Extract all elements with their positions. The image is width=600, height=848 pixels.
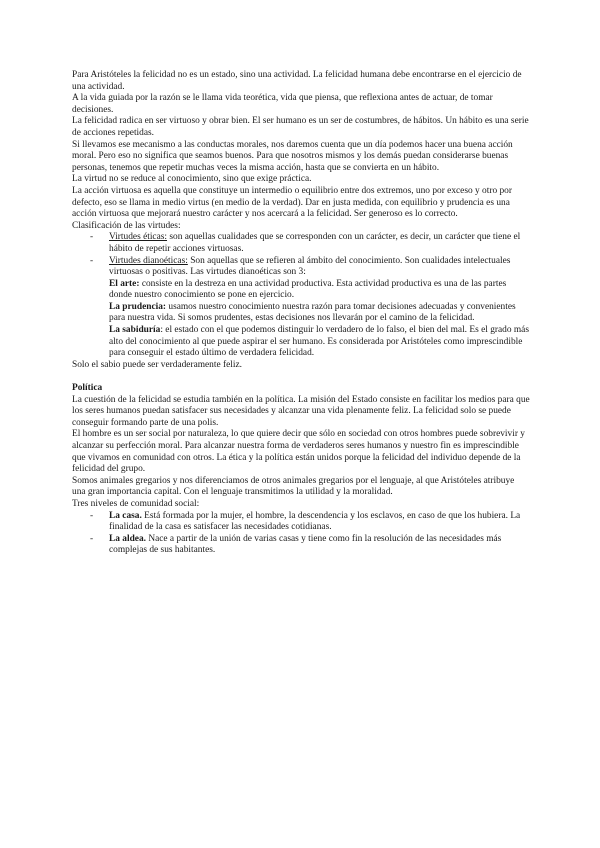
- paragraph-felicidad-actividad: Para Aristóteles la felicidad no es un estado, sino una actividad. La felicidad humana debe encontrarse en el ejercicio de una actividad.: [72, 70, 522, 92]
- term-aldea: La aldea.: [109, 533, 146, 544]
- paragraph-conductas-morales: Si llevamos ese mecanismo a las conductas morales, nos daremos cuenta que un día podemos hacer una buena acción moral. Pero eso no significa que seamos buenos. Para que nosotros mismos y los demás puedan considerarse buenas personas, tenemos que repetir muchas veces la misma acción, hasta que se convierta en un hábito.: [72, 139, 513, 173]
- classification-heading: Clasificación de las virtudes:: [72, 220, 181, 231]
- term-virtudes-dianoeticas: Virtudes dianoéticas:: [109, 255, 188, 266]
- term-virtudes-eticas: Virtudes éticas:: [109, 232, 168, 243]
- bullet-dash: -: [90, 533, 94, 544]
- list-item-casa: [72, 511, 530, 534]
- bullet-dash: -: [90, 232, 94, 243]
- virtues-list: [72, 232, 530, 278]
- bullet-dash: -: [90, 255, 94, 266]
- bullet-dash: -: [90, 510, 94, 521]
- section-title-politica-text: Política: [72, 383, 103, 394]
- list-item-virtudes-eticas: [72, 232, 530, 255]
- blank-line: [72, 371, 530, 383]
- paragraph-vida-teoretica: A la vida guiada por la razón se le llama vida teorética, vida que piensa, que reflexiona antes de actuar, de tomar decisiones.: [72, 93, 493, 115]
- paragraph-niveles-comunidad: Tres niveles de comunidad social:: [72, 498, 200, 509]
- paragraph-sabio-feliz: Solo el sabio puede ser verdaderamente feliz.: [72, 359, 242, 370]
- text-casa: Está formada por la mujer, el hombre, la descendencia y los esclavos, en caso de que los hubiera. La finalidad de la casa es satisfacer las necesidades cotidianas.: [109, 510, 521, 533]
- term-sabiduria: La sabiduría: [109, 325, 161, 336]
- paragraph-virtuoso: La felicidad radica en ser virtuoso y obrar bien. El ser humano es un ser de costumbres, de hábitos. Un hábito es una serie de acciones repetidas.: [72, 116, 529, 138]
- term-arte: El arte:: [109, 278, 140, 289]
- text-virtudes-dianoeticas: Son aquellas que se refieren al ámbito del conocimiento. Son cualidades intelectuales virtuosas o positivas. Las virtudes dianoéticas son 3:: [109, 255, 511, 278]
- section-title-politica: [72, 383, 530, 395]
- list-item-aldea: [72, 534, 530, 557]
- term-prudencia: La prudencia:: [109, 301, 167, 312]
- paragraph-ser-social: El hombre es un ser social por naturaleza, lo que quiere decir que sólo en sociedad con otros hombres puede sobrevivir y alcanzar su perfección moral. Para alcanzar nuestra forma de verdaderos seres humanos y nuestro fin es imprescindible que vivamos en comunidad con otros. La ética y la política están unidos porque la felicidad del individuo depende de la felicidad del grupo.: [72, 429, 525, 475]
- community-levels-list: [72, 511, 530, 557]
- paragraph-accion-virtuosa: La acción virtuosa es aquella que constituye un intermedio o equilibrio entre dos extremos, uno por exceso y otro por defecto, eso se llama in medio virtus (en medio de la verdad). Dar en justa medida, con equilibrio y prudencia es una acción virtuosa que mejorará nuestro carácter y nos acercará a la felicidad. Ser generoso es lo correcto.: [72, 185, 512, 220]
- paragraph-politica-felicidad: La cuestión de la felicidad se estudia también en la política. La misión del Estado consiste en facilitar los medios para que los seres humanos puedan satisfacer sus necesidades y alcanzar una vida plenamente feliz. La felicidad solo se puede conseguir formando parte de una polis.: [72, 394, 530, 428]
- paragraph-animales-gregarios: Somos animales gregarios y nos diferenciamos de otros animales gregarios por el lenguaje, al que Aristóteles atribuye una gran importancia capital. Con el lenguaje transmitimos la utilidad y la moralidad.: [72, 475, 515, 498]
- text-arte: consiste en la destreza en una actividad productiva. Esta actividad productiva es una de las partes donde nuestro conocimiento se pone en ejercicio.: [109, 278, 507, 301]
- text-sabiduria: : el estado con el que podemos distinguir lo verdadero de lo falso, el bien del mal. Es el grado más alto del conocimiento al que puede aspirar el ser humano. Es considerada por Aristóteles como imprescindible para conseguir el estado último de verdadera felicidad.: [109, 325, 529, 359]
- text-aldea: Nace a partir de la unión de varias casas y tiene como fin la resolución de las necesidades más complejas de sus habitantes.: [109, 533, 502, 556]
- virtue-arte: [72, 279, 530, 302]
- list-item-virtudes-dianoeticas: [72, 256, 530, 279]
- text-virtudes-eticas: son aquellas cualidades que se corresponden con un carácter, es decir, un carácter que tiene el hábito de repetir acciones virtuosas.: [109, 232, 521, 254]
- virtue-prudencia: [72, 302, 530, 325]
- paragraph-virtud-practica: La virtud no se reduce al conocimiento, sino que exige práctica.: [72, 174, 312, 185]
- virtue-sabiduria: [72, 325, 530, 360]
- term-casa: La casa.: [109, 510, 142, 521]
- text-prudencia: usamos nuestro conocimiento nuestra razón para tomar decisiones adecuadas y convenientes para nuestra vida. Si somos prudentes, estas decisiones nos llevarán por el camino de la felicidad.: [109, 301, 516, 324]
